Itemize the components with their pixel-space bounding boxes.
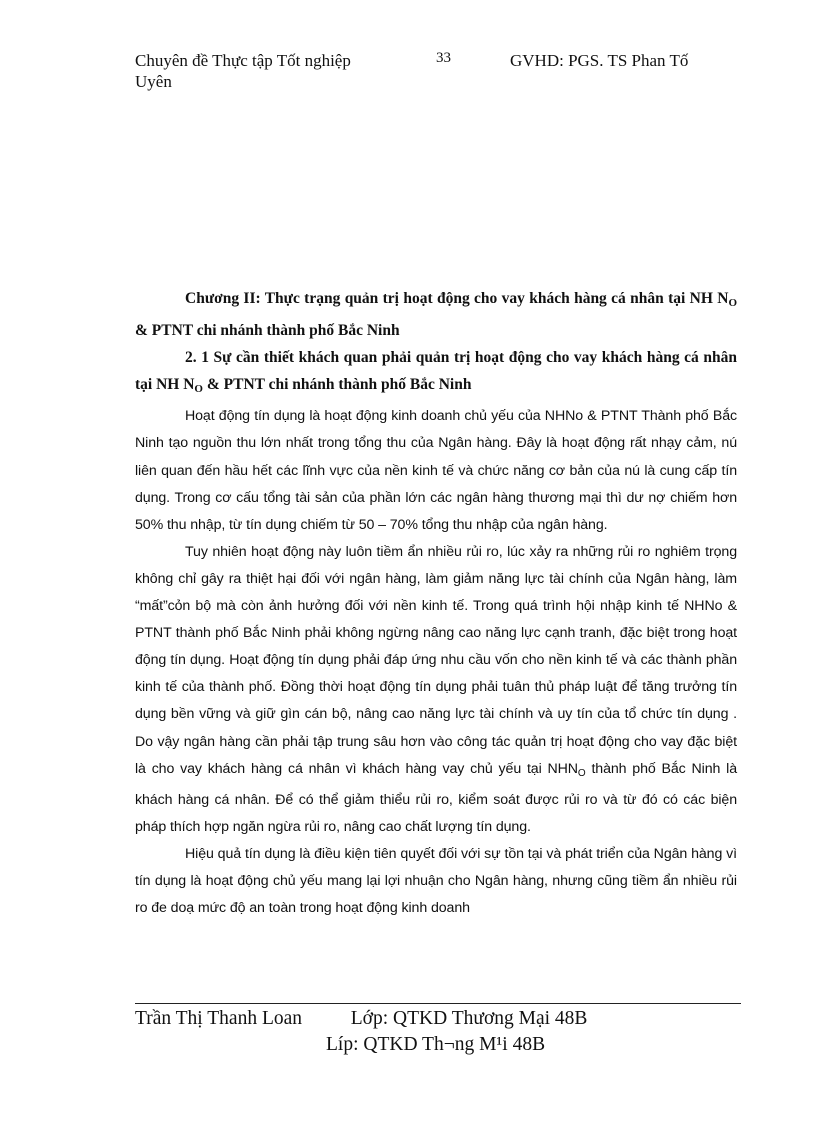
doc-title: Chuyên đề Thực tập Tốt nghiệp (135, 51, 351, 70)
advisor-name-continued: Uyên (135, 72, 172, 91)
footer-divider (135, 1003, 741, 1004)
paragraph-3: Hiệu quả tín dụng là điều kiện tiên quyết đối với sự tồn tại và phát triển của Ngân hàng vì tín dụng là hoạt động chủ yếu mang lại lợi nhuận cho Ngân hàng, nhưng cũng tiềm ẩn nhiều rủi ro đe doạ mức độ an toàn trong hoạt động kinh doanh (135, 845, 737, 917)
page-number: 33 (436, 50, 451, 66)
header-doc-title (135, 50, 395, 92)
document-body (135, 285, 737, 922)
class-label-garbled: Líp: QTKD Th¬ng M¹i 48B (326, 1034, 546, 1055)
paragraph-2: Tuy nhiên hoạt động này luôn tiềm ẩn nhiều rủi ro, lúc xảy ra những rủi ro nghiêm trọng không chỉ gây ra thiệt hại đối với ngân hàng, làm giảm năng lực tài chính của Ngân hàng, làm “mất”cỏn bộ mà còn ảnh hưởng đối với nền kinh tế. Trong quá trình hội nhập kinh tế NHNo & PTNT thành phố Bắc Ninh phải không ngừng nâng cao năng lực cạnh tranh, đặc biệt trong hoạt động tín dụng. Hoạt động tín dụng phải đáp ứng nhu cầu vốn cho nền kinh tế và các thành phần kinh tế của thành phố. Đồng thời hoạt động tín dụng phải tuân thủ pháp luật để tăng trưởng tín dụng bền vững và giữ gìn cán bộ, nâng cao năng lực tài chính và uy tín của tổ chức tín dụng . Do vậy ngân hàng cần phải tập trung sâu hơn vào công tác quản trị hoạt động cho vay đặc biệt là cho vay khách hàng cá nhân vì khách hàng vay chủ yếu tại $NHN_O$ thành phố Bắc Ninh là khách hàng cá nhân. Để có thể giảm thiểu rủi ro, kiểm soát được rủi ro và từ đó có các biện pháp thích hợp ngăn ngừa rủi ro, nâng cao chất lượng tín dụng. (135, 543, 737, 835)
advisor-label: GVHD: PGS. TS Phan Tố (510, 51, 689, 70)
class-label: Lớp: QTKD Thương Mại 48B (350, 1008, 588, 1029)
footer-line-1 (135, 1008, 587, 1030)
author-name: Trần Thị Thanh Loan (135, 1008, 303, 1029)
section-heading: 2. 1 Sự cần thiết khách quan phải quản trị hoạt động cho vay khách hàng cá nhân tại NH $N_O$ & PTNT chi nhánh thành phố Bắc Ninh (135, 349, 737, 396)
chapter-heading: Chương II: Thực trạng quản trị hoạt động cho vay khách hàng cá nhân tại NH $N_O$ & PTNT chi nhánh thành phố Bắc Ninh (135, 290, 737, 340)
paragraph-1: Hoạt động tín dụng là hoạt động kinh doanh chủ yếu của NHNo & PTNT Thành phố Bắc Ninh tạo nguồn thu lớn nhất trong tổng thu của Ngân hàng. Đây là hoạt động rất nhạy cảm, nú liên quan đến hầu hết các lĩnh vực của nền kinh tế và chức năng cơ bản của nú là cung cấp tín dụng. Trong cơ cấu tổng tài sản của phần lớn các ngân hàng thương mại thì dư nợ chiếm hơn 50% thu nhập, từ tín dụng chiếm từ 50 – 70% tổng thu nhập của ngân hàng. (135, 408, 737, 533)
